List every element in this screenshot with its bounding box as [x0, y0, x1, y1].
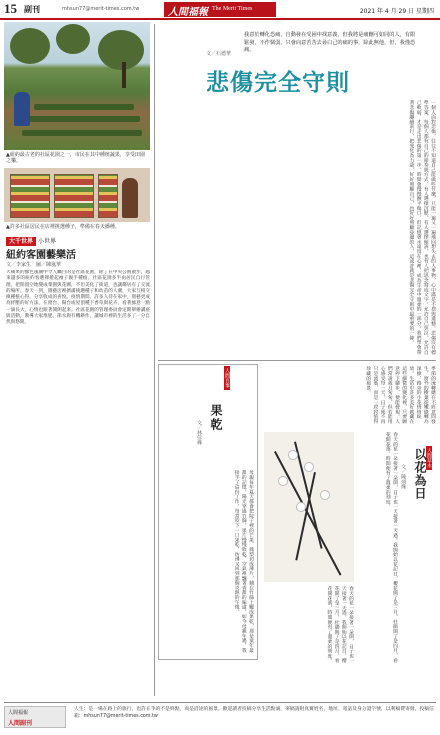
- garden-photo: [4, 22, 150, 150]
- seed-shop-photo: [4, 168, 150, 222]
- column-tag-label: 大千世界: [6, 237, 36, 246]
- flower-essay-body-cont: 春天的花一朵接著一朵開，日子也一天接著一天過。我開始以花記日，櫻花開了是三月，杜鵑開了是四月，看花開花落，時間便有了溫柔的刻度。: [326, 586, 353, 663]
- column-tag: [6, 236, 56, 245]
- section-name: 副刊: [24, 5, 40, 14]
- brand-name-en: The Merit Times: [212, 6, 253, 12]
- gardener-figure: [14, 92, 30, 126]
- column-body: 季節的流轉總在不經意間發生，窗外的樹葉從嫩綠轉為深綠，路旁的小花悄悄綻放。生活中許多美好就藏在這些細微的變化裡，只要願意停下腳步，便能發現。人們常說歲月匆匆，但若能用心感受每一天，日子便不再只是流逝，而是一段段值得珍藏的風景。: [365, 366, 435, 424]
- flower-tag-label: 人間草木: [426, 448, 432, 468]
- footer: [4, 702, 436, 730]
- brand-name-cn: 人間福報: [168, 7, 208, 18]
- flower-essay-body: 春天的花一朵接著一朵開，日子也一天接著一天過。我開始以花記日，櫻花開了是三月，杜鵑開了是四月，看花開花落，時間便有了溫柔的刻度。: [384, 432, 397, 663]
- footer-notice: 人生：是一場在路上的旅行，也許在乎的不是終點，而是沿途的風景。歡迎讀者投稿分享生活點滴，來稿請附真實姓名、地址、電話及身分證字號，以利稿費寄發。投稿信箱：mhsun77@merit-times.com.tw: [74, 707, 434, 719]
- masthead: [0, 0, 440, 20]
- footer-logo-line1: 人間福報: [8, 710, 29, 716]
- footer-logo-line2: 人間副刊: [8, 720, 33, 727]
- story-title: 果乾: [209, 404, 223, 432]
- footer-logo: [4, 706, 66, 728]
- story-tag: [224, 366, 231, 390]
- essay-body: 一個人面對悲傷，往往不知道自己能做些什麼，只能一遍又一遍地回想失去的人事物，心中滿是不捨與遺憾。悲傷沒有標準答案，每個人都有自己的節奏與方式，有人選擇沉默，有人選擇傾訴，也有人把思念寫成文字。允許自己哭泣，允許自己軟弱，才是走出悲傷的第一步。時間會慢慢撫平傷口，但記憶會永遠留在心裡，成為生命中溫柔的一部分。我們學會帶著悲傷繼續前行，把愛化為力量，好好照顧自己，也好好照顧身邊的人，這或許就是悲傷完全守則中最重要的一條。: [408, 100, 435, 355]
- flower-illustration: [264, 432, 354, 582]
- story-author: 文／林佳樺: [196, 420, 202, 445]
- article-title: 紐約客園藝樂活: [6, 250, 76, 261]
- photo-caption: ▲紐約最古老的社區花園之一，市民在其中種植蔬果，享受田園之樂。: [6, 152, 145, 164]
- essay-title: 悲傷完全守則: [206, 70, 350, 96]
- article-byline: 文／李家生 圖／陳嵐華: [6, 262, 62, 268]
- page-number: 15: [4, 1, 17, 16]
- story-body: 母親每年夏天都會把院子裡的芒果、鳳梨切成薄片，鋪在竹篩上曬成果乾，那是童年最甜的記憶。陽光穿過竹篩，果片慢慢收乾，空氣裡飄著香甜的味道。如今母親年邁，我接手了這份工作，每當咬下一口果乾，彷彿又回到那個炎熱的午後。: [233, 470, 253, 653]
- article-body: 大蘋果的綠色風潮中令人矚目的是社區花園，除了在中央公園散步，越來越多的紐約客選擇捲起袖子親手種植。社區花園多半由居民自行管理，把閒置空地變成菜園與花圃，不但美化了街道，也讓鄰居有了交流的場所。春天一到，園藝店裡擠滿挑選種子和幼苗的人潮，大家互相交換種植心得，分享收成的喜悅。疫情期間，許多人待在家中，園藝更成為紓壓的好方法，在窗台、陽台或屋頂種下香草與花卉，看著綠意一點一滴長大，心情也跟著開朗起來。社區花園的管理委員會定期舉辦講座與活動，教導大家堆肥、節水與有機耕作，讓城市裡的生活多了一分自然與悠閒。: [6, 270, 150, 326]
- flower-essay-author: 文／陳翊燁: [400, 464, 406, 489]
- column-divider: [154, 24, 155, 696]
- shopper-figure: [122, 178, 138, 218]
- essay-author: 文／石德華: [206, 51, 232, 57]
- column-sub-label: 小世界: [37, 238, 56, 245]
- section-email: mhsun77@merit-times.com.tw: [62, 6, 140, 12]
- story-tag-label: 人間百事: [224, 368, 230, 388]
- photo-caption: ▲許多社區居民在店裡挑選種子，準備在春天播種。: [6, 224, 120, 230]
- flower-essay-title: 以花為日: [413, 448, 427, 500]
- pull-quote: 我意於轉化恐痛，自動發在受困中找意義，但我將是痛刪可如同的人，有限鬆發，不作懦弱，只會向意苦苦去尋白己的痛的事，除此無他，但，我僅恐痛。: [244, 32, 416, 53]
- newspaper-logo: [164, 2, 276, 17]
- issue-date: 2021 年 4 月 29 日 星期四: [359, 8, 434, 15]
- section-divider: [158, 360, 436, 361]
